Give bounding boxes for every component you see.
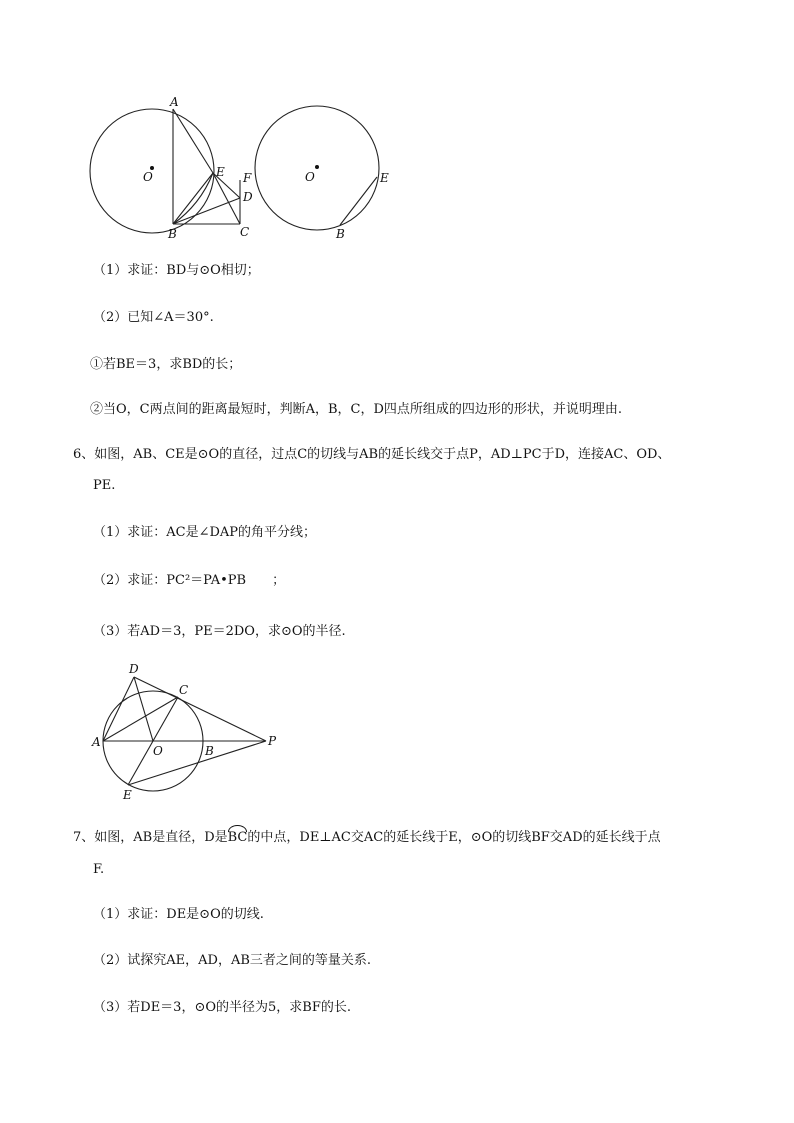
q7-part1: （1）求证：DE是⊙O的切线. [93, 907, 264, 922]
label-c: C [179, 683, 189, 697]
q7-stem-b: 的中点，DE⊥AC交AC的延长线于E，⊙O的切线BF交AD的延长线于点 [247, 830, 661, 845]
label-d: D [129, 662, 139, 676]
label-e: E [123, 788, 132, 802]
q7-stem-a: 7、如图，AB是直径，D是 [73, 830, 228, 845]
label-e-right: E [380, 171, 389, 185]
segment-ae [173, 109, 213, 173]
q6-stem-line2: PE. [93, 478, 116, 493]
label-p: P [268, 734, 277, 748]
q5-part2: （2）已知∠A＝30°. [93, 310, 214, 325]
label-b: B [168, 227, 177, 241]
label-b: B [205, 744, 214, 758]
q5-part1: （1）求证：BD与⊙O相切； [93, 263, 260, 278]
q6-part2: （2）求证：PC²＝PA•PB ； [93, 573, 286, 588]
q5-part2-2: ②当O，C两点间的距离最短时，判断A，B，C，D四点所组成的四边形的形状，并说明理由. [90, 402, 623, 417]
q7-stem-line2: F. [93, 862, 105, 877]
segment-od [134, 677, 153, 741]
label-a: A [170, 95, 179, 109]
figure-q5 [85, 92, 415, 242]
label-a: A [92, 735, 101, 749]
q7-stem-line1 [73, 830, 661, 846]
q5-part2-1: ①若BE＝3，求BD的长； [90, 357, 242, 372]
q6-part1: （1）求证：AC是∠DAP的角平分线； [93, 525, 317, 540]
label-c: C [240, 225, 250, 239]
label-o: O [143, 170, 153, 184]
segment-ec [213, 173, 240, 224]
segment-be-right [340, 177, 377, 225]
label-f: F [243, 171, 252, 185]
arc-bc: BC [227, 830, 248, 845]
q6-part3: （3）若AD＝3，PE＝2DO，求⊙O的半径. [93, 624, 346, 639]
label-b-right: B [336, 227, 345, 241]
figure-q6 [90, 660, 290, 810]
label-o: O [153, 744, 163, 758]
label-o-right: O [305, 170, 315, 184]
label-e: E [216, 165, 225, 179]
segment-dp [134, 677, 266, 741]
center-dot-right [315, 165, 319, 169]
q7-part3: （3）若DE＝3，⊙O的半径为5，求BF的长. [93, 1000, 351, 1015]
q6-stem-line1: 6、如图，AB、CE是⊙O的直径，过点C的切线与AB的延长线交于点P，AD⊥PC于D，连接AC、OD、 [73, 447, 671, 462]
label-d: D [243, 190, 253, 204]
q7-part2: （2）试探究AE，AD，AB三者之间的等量关系. [93, 953, 372, 968]
